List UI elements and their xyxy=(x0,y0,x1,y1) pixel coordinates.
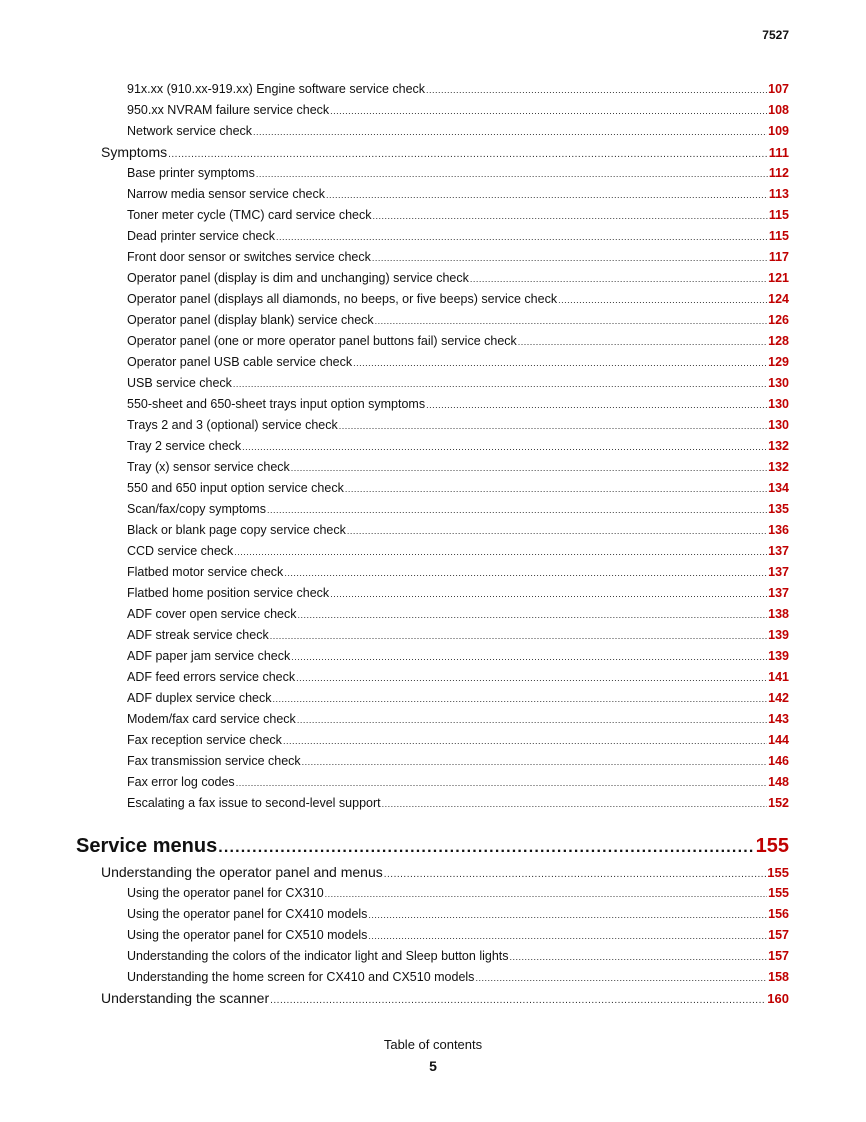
toc-entry[interactable] xyxy=(127,751,789,772)
dot-leader xyxy=(270,626,767,647)
toc-entry-page: 117 xyxy=(768,250,789,264)
dot-leader xyxy=(375,311,767,332)
toc-entry-page: 124 xyxy=(768,292,789,306)
toc-entry-label: Fax reception service check xyxy=(127,733,282,747)
dot-leader xyxy=(475,968,767,989)
toc-entry[interactable] xyxy=(127,289,789,310)
toc-entry-label: Operator panel (display is dim and unchanging) service check xyxy=(127,271,469,285)
toc-entry[interactable] xyxy=(127,331,789,352)
toc-entry-label: Black or blank page copy service check xyxy=(127,523,346,537)
dot-leader xyxy=(330,584,767,605)
toc-group-c xyxy=(0,883,866,988)
toc-chapter-service-menus[interactable] xyxy=(76,832,789,860)
dot-leader xyxy=(267,500,767,521)
dot-leader xyxy=(326,185,768,206)
toc-entry[interactable] xyxy=(127,562,789,583)
toc-entry-label: Toner meter cycle (TMC) card service check xyxy=(127,208,372,222)
dot-leader xyxy=(470,269,767,290)
toc-entry[interactable] xyxy=(127,457,789,478)
toc-entry-label: Flatbed home position service check xyxy=(127,586,330,600)
toc-entry-page: 139 xyxy=(768,649,789,663)
dot-leader xyxy=(284,563,767,584)
toc-entry[interactable] xyxy=(127,310,789,331)
toc-entry-label: ADF duplex service check xyxy=(127,691,272,705)
toc-entry-page: 112 xyxy=(768,166,789,180)
dot-leader xyxy=(353,353,767,374)
toc-entry-label: Narrow media sensor service check xyxy=(127,187,325,201)
toc-entry-page: 142 xyxy=(768,691,789,705)
dot-leader xyxy=(339,416,767,437)
dot-leader xyxy=(382,794,768,815)
toc-chapter-page: 155 xyxy=(755,835,789,857)
toc-entry-label: Understanding the colors of the indicator light and Sleep button lights xyxy=(127,949,509,963)
toc-entry[interactable] xyxy=(127,478,789,499)
toc-entry-label: ADF feed errors service check xyxy=(127,670,296,684)
toc-entry-label: Understanding the scanner xyxy=(101,990,270,1006)
dot-leader xyxy=(291,647,767,668)
dot-leader xyxy=(368,926,767,947)
toc-entry-page: 157 xyxy=(768,928,789,942)
toc-entry[interactable] xyxy=(127,583,789,604)
dot-leader xyxy=(283,731,767,752)
toc-entry[interactable] xyxy=(127,730,789,751)
dot-leader xyxy=(345,479,767,500)
toc-entry[interactable] xyxy=(127,625,789,646)
toc-entry-label: Flatbed motor service check xyxy=(127,565,284,579)
toc-entry-label: Escalating a fax issue to second-level support xyxy=(127,796,381,810)
dot-leader xyxy=(325,884,767,905)
toc-entry-page: 146 xyxy=(768,754,789,768)
toc-entry-label: 91x.xx (910.xx-919.xx) Engine software service check xyxy=(127,82,426,96)
toc-entry-label: ADF cover open service check xyxy=(127,607,297,621)
page-number: 5 xyxy=(429,1058,437,1074)
dot-leader xyxy=(298,605,768,626)
toc-entry-page: 115 xyxy=(768,229,789,243)
dot-leader xyxy=(373,206,768,227)
dot-leader xyxy=(330,101,767,122)
toc-entry-page: 132 xyxy=(768,460,789,474)
dot-leader xyxy=(253,122,767,143)
toc-entry-label: Fax error log codes xyxy=(127,775,235,789)
toc-entry-page: 109 xyxy=(768,124,789,138)
toc-entry-label: Fax transmission service check xyxy=(127,754,301,768)
toc-entry[interactable] xyxy=(127,688,789,709)
toc-entry[interactable] xyxy=(127,205,789,226)
toc-entry-page: 136 xyxy=(768,523,789,537)
toc-entry[interactable] xyxy=(127,226,789,247)
dot-leader xyxy=(218,834,754,862)
toc-entry[interactable] xyxy=(127,520,789,541)
dot-leader xyxy=(347,521,767,542)
toc-entry-page: 143 xyxy=(768,712,789,726)
toc-entry[interactable] xyxy=(127,373,789,394)
toc-entry-label: Operator panel (one or more operator panel buttons fail) service check xyxy=(127,334,517,348)
toc-entry[interactable] xyxy=(127,772,789,793)
dot-leader xyxy=(510,947,768,968)
toc-entry[interactable] xyxy=(127,646,789,667)
toc-entry-page: 113 xyxy=(768,187,789,201)
table-of-contents xyxy=(0,79,866,1009)
toc-entry-label: ADF paper jam service check xyxy=(127,649,291,663)
toc-entry-page: 144 xyxy=(768,733,789,747)
toc-entry-page: 134 xyxy=(768,481,789,495)
toc-entry-label: Trays 2 and 3 (optional) service check xyxy=(127,418,338,432)
document-code: 7527 xyxy=(762,28,789,42)
dot-leader xyxy=(291,458,767,479)
toc-entry-page: 137 xyxy=(768,544,789,558)
toc-entry-page: 158 xyxy=(768,970,789,984)
toc-entry-label: Symptoms xyxy=(101,144,168,160)
toc-entry-label: Base printer symptoms xyxy=(127,166,255,180)
toc-entry[interactable] xyxy=(127,247,789,268)
toc-entry[interactable] xyxy=(127,667,789,688)
toc-entry[interactable] xyxy=(127,883,789,904)
page-footer xyxy=(0,1037,866,1074)
toc-entry-understanding-scanner[interactable] xyxy=(101,988,789,1009)
dot-leader xyxy=(368,905,767,926)
toc-entry-page: 115 xyxy=(768,208,789,222)
toc-entry[interactable] xyxy=(127,415,789,436)
toc-entry[interactable] xyxy=(127,352,789,373)
toc-chapter-label: Service menus xyxy=(76,835,218,857)
dot-leader xyxy=(296,668,767,689)
toc-entry[interactable] xyxy=(127,184,789,205)
toc-entry-label: Operator panel USB cable service check xyxy=(127,355,353,369)
toc-entry[interactable] xyxy=(127,967,789,988)
toc-entry-label: Understanding the operator panel and menus xyxy=(101,864,383,880)
toc-entry-page: 137 xyxy=(768,565,789,579)
toc-entry-page: 128 xyxy=(768,334,789,348)
toc-entry[interactable] xyxy=(127,436,789,457)
toc-entry-page: 155 xyxy=(768,886,789,900)
toc-entry-label: Modem/fax card service check xyxy=(127,712,296,726)
toc-entry-label: 550-sheet and 650-sheet trays input option symptoms xyxy=(127,397,426,411)
toc-entry[interactable] xyxy=(127,79,789,100)
toc-entry[interactable] xyxy=(127,100,789,121)
toc-entry-page: 152 xyxy=(768,796,789,810)
toc-entry-symptoms[interactable] xyxy=(101,142,789,163)
toc-entry-page: 156 xyxy=(768,907,789,921)
toc-entry-page: 141 xyxy=(768,670,789,684)
dot-leader xyxy=(273,689,768,710)
toc-entry[interactable] xyxy=(127,904,789,925)
toc-entry-label: 950.xx NVRAM failure service check xyxy=(127,103,330,117)
toc-entry-label: Dead printer service check xyxy=(127,229,275,243)
toc-entry-page: 130 xyxy=(768,376,789,390)
toc-entry-page: 139 xyxy=(768,628,789,642)
dot-leader xyxy=(270,990,766,1011)
toc-entry[interactable] xyxy=(127,925,789,946)
toc-entry[interactable] xyxy=(127,793,789,814)
toc-entry-page: 121 xyxy=(768,271,789,285)
toc-entry-page: 137 xyxy=(768,586,789,600)
toc-entry[interactable] xyxy=(127,121,789,142)
toc-entry[interactable] xyxy=(127,946,789,967)
dot-leader xyxy=(234,542,767,563)
toc-entry-page: 138 xyxy=(768,607,789,621)
toc-entry-understanding-panel[interactable] xyxy=(101,862,789,883)
toc-entry-page: 132 xyxy=(768,439,789,453)
dot-leader xyxy=(426,80,767,101)
dot-leader xyxy=(242,437,767,458)
toc-entry-label: Tray (x) sensor service check xyxy=(127,460,290,474)
toc-entry-page: 108 xyxy=(768,103,789,117)
toc-entry-label: USB service check xyxy=(127,376,232,390)
toc-entry-page: 130 xyxy=(768,418,789,432)
dot-leader xyxy=(384,864,767,885)
toc-entry-label: Scan/fax/copy symptoms xyxy=(127,502,266,516)
toc-group-b xyxy=(0,163,866,814)
toc-group-a xyxy=(0,79,866,142)
toc-entry-label: ADF streak service check xyxy=(127,628,269,642)
toc-entry-page: 155 xyxy=(767,865,789,880)
toc-entry-page: 130 xyxy=(768,397,789,411)
toc-entry-page: 111 xyxy=(768,145,789,160)
dot-leader xyxy=(233,374,767,395)
dot-leader xyxy=(276,227,768,248)
toc-entry[interactable] xyxy=(127,541,789,562)
dot-leader xyxy=(297,710,767,731)
toc-entry-label: CCD service check xyxy=(127,544,234,558)
dot-leader xyxy=(302,752,767,773)
toc-entry-label: Tray 2 service check xyxy=(127,439,242,453)
dot-leader xyxy=(372,248,768,269)
toc-entry-label: Operator panel (displays all diamonds, no beeps, or five beeps) service check xyxy=(127,292,558,306)
toc-entry-label: Using the operator panel for CX310 xyxy=(127,886,324,900)
toc-entry-label: Operator panel (display blank) service check xyxy=(127,313,374,327)
toc-entry-page: 126 xyxy=(768,313,789,327)
dot-leader xyxy=(236,773,767,794)
toc-entry[interactable] xyxy=(127,268,789,289)
toc-entry[interactable] xyxy=(127,604,789,625)
dot-leader xyxy=(426,395,767,416)
toc-entry-label: Understanding the home screen for CX410 and CX510 models xyxy=(127,970,475,984)
toc-entry-label: Network service check xyxy=(127,124,253,138)
dot-leader xyxy=(256,164,768,185)
toc-entry[interactable] xyxy=(127,709,789,730)
toc-entry-page: 160 xyxy=(767,991,789,1006)
footer-title: Table of contents xyxy=(383,1037,483,1052)
dot-leader xyxy=(558,290,767,311)
toc-entry-page: 129 xyxy=(768,355,789,369)
toc-entry-page: 157 xyxy=(768,949,789,963)
toc-entry-label: Using the operator panel for CX510 models xyxy=(127,928,368,942)
toc-entry-label: 550 and 650 input option service check xyxy=(127,481,344,495)
toc-entry[interactable] xyxy=(127,394,789,415)
toc-entry[interactable] xyxy=(127,499,789,520)
toc-entry-label: Using the operator panel for CX410 models xyxy=(127,907,368,921)
toc-entry-label: Front door sensor or switches service check xyxy=(127,250,371,264)
toc-entry-page: 135 xyxy=(768,502,789,516)
toc-entry[interactable] xyxy=(127,163,789,184)
toc-entry-page: 148 xyxy=(768,775,789,789)
dot-leader xyxy=(168,144,768,165)
toc-entry-page: 107 xyxy=(768,82,789,96)
dot-leader xyxy=(518,332,767,353)
